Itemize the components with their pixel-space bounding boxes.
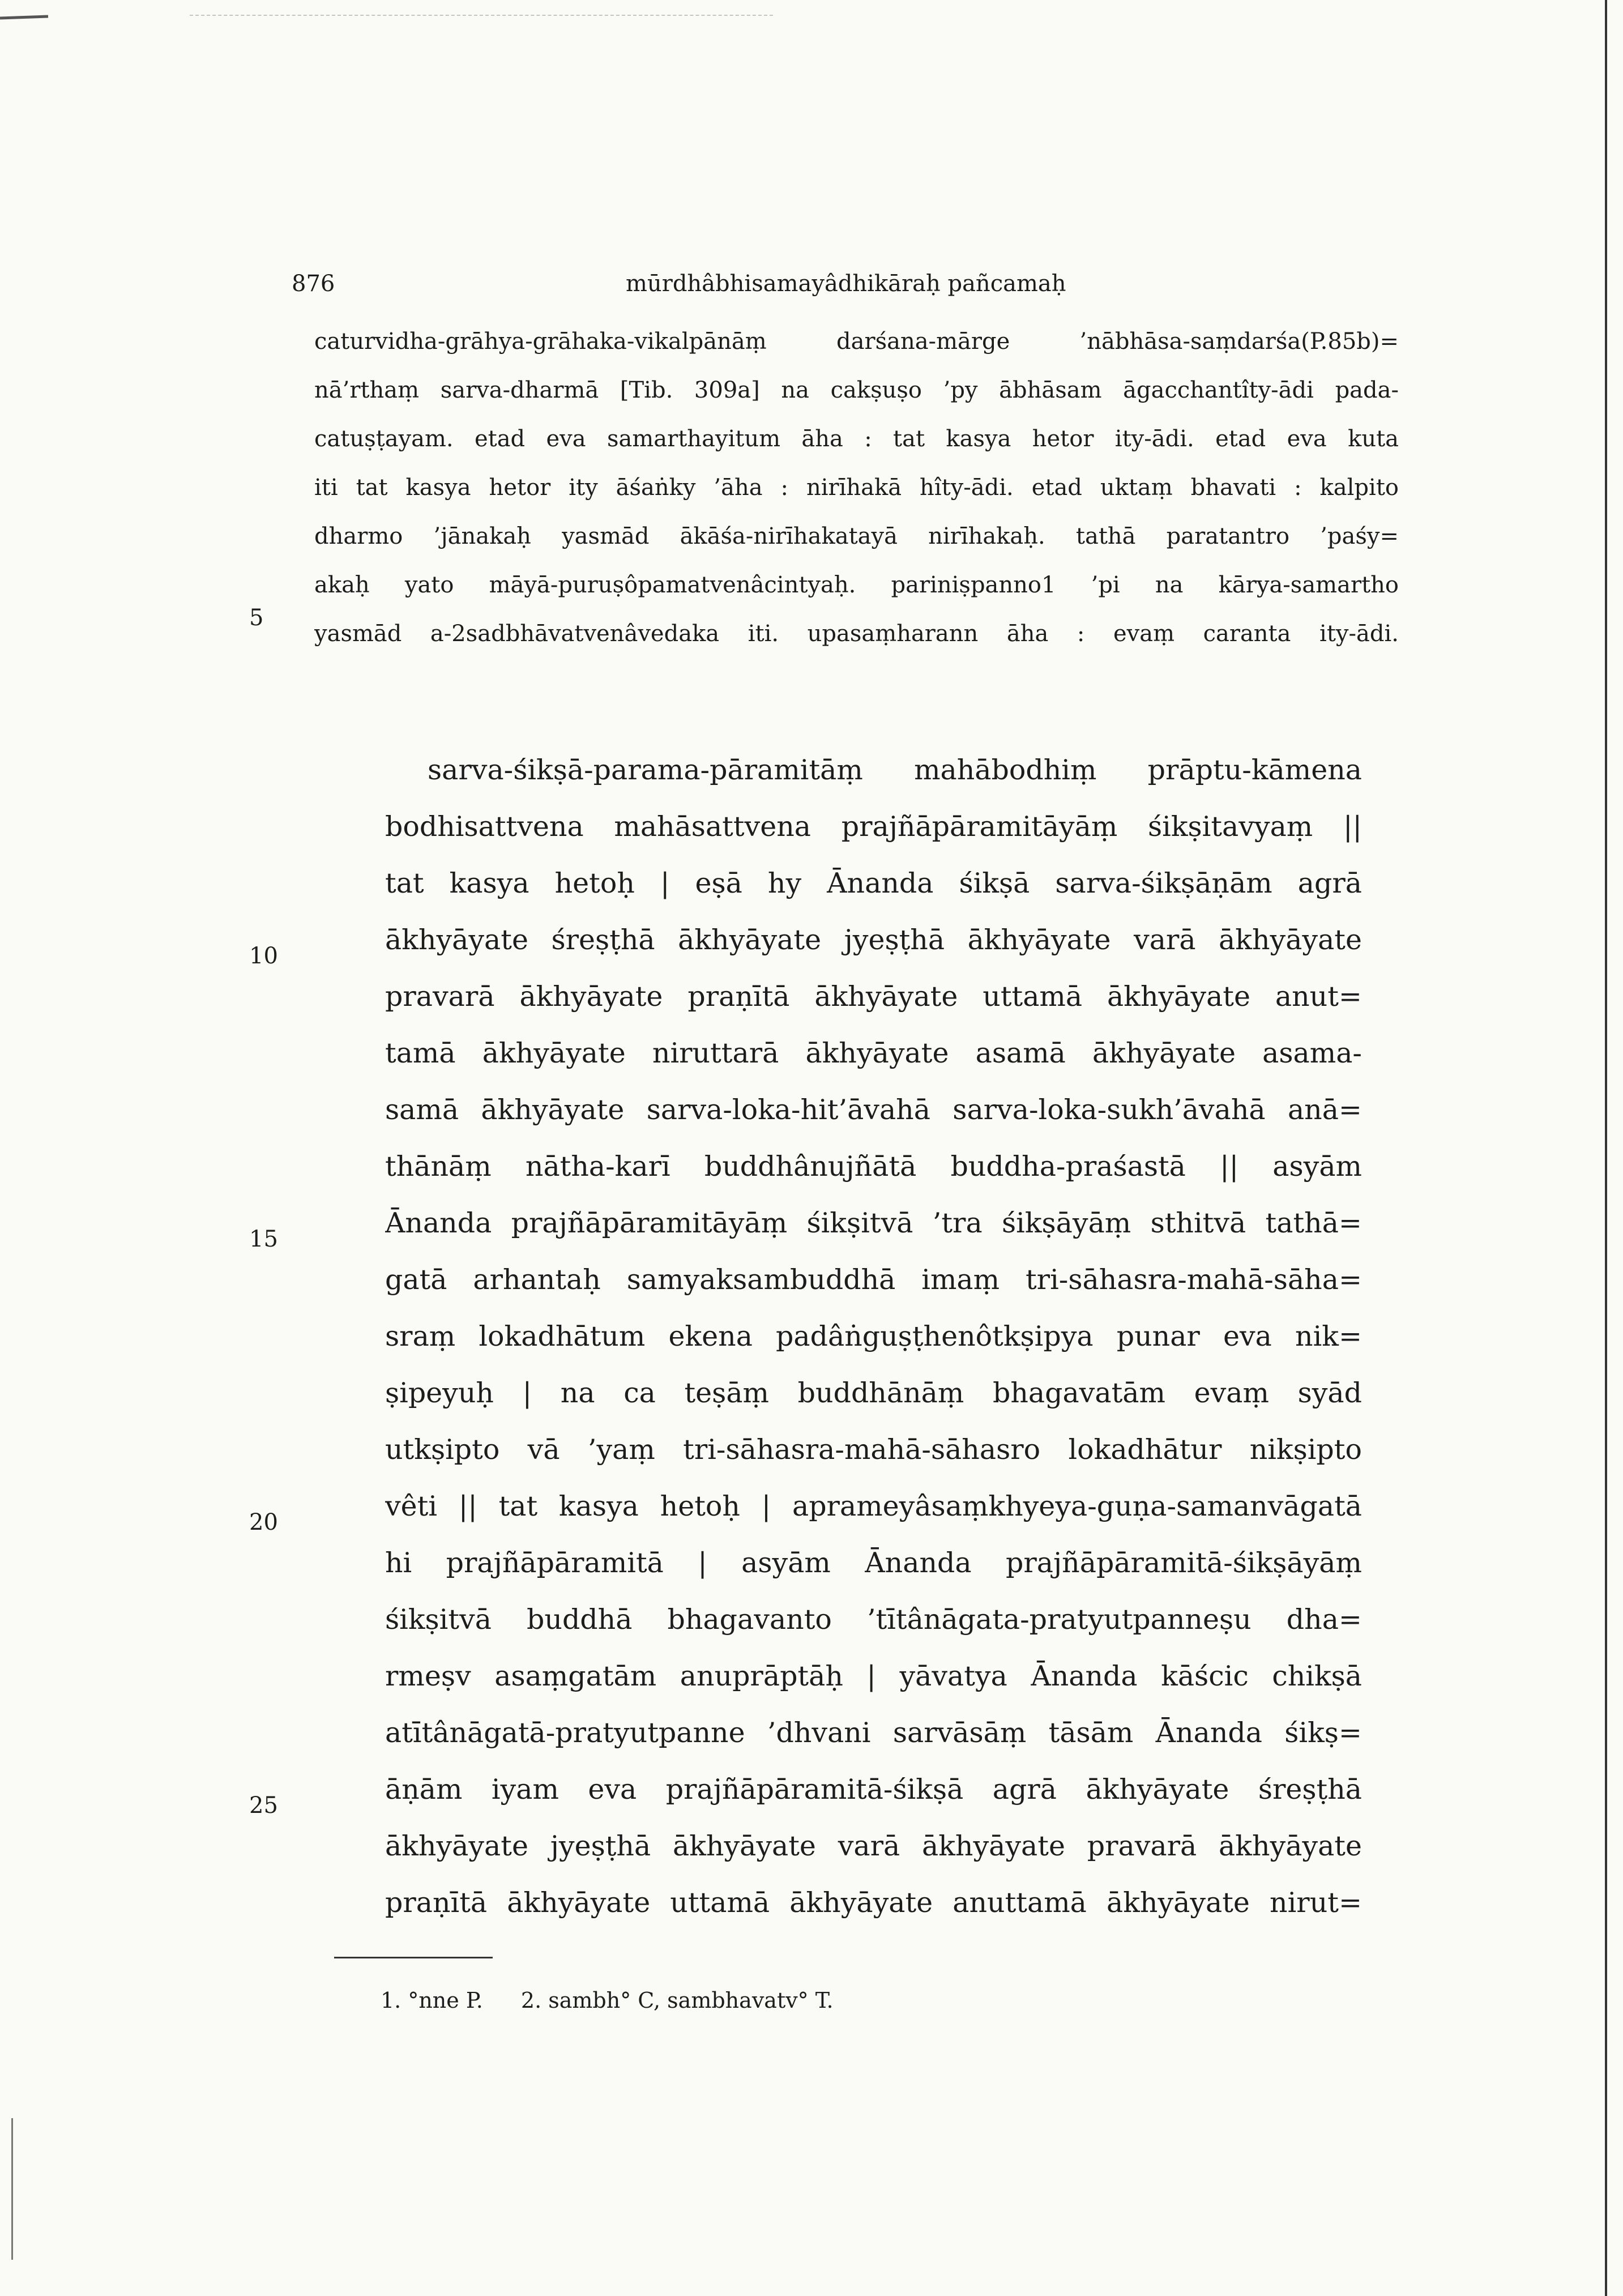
page-number: 876 bbox=[292, 271, 335, 297]
root-text-line: ṣipeyuḥ | na ca teṣāṃ buddhānāṃ bhagavatām evaṃ syād bbox=[385, 1377, 1362, 1409]
line-number: 10 bbox=[249, 943, 278, 969]
root-text-line: gatā arhantaḥ samyaksambuddhā imaṃ tri-sāhasra-mahā-sāha= bbox=[385, 1264, 1362, 1296]
scan-edge-right bbox=[1605, 0, 1607, 2296]
commentary-line: iti tat kasya hetor ity āśaṅky ’āha : nirīhakā hîty-ādi. etad uktaṃ bhavati : kalpito bbox=[314, 475, 1399, 501]
footnote: 2. sambh° C, sambhavatv° T. bbox=[520, 1988, 834, 2013]
scan-edge-left bbox=[11, 2118, 13, 2260]
scan-mark bbox=[0, 15, 48, 20]
root-text-line: hi prajñāpāramitā | asyām Ānanda prajñāpāramitā-śikṣāyāṃ bbox=[385, 1547, 1362, 1579]
root-text-line: utkṣipto vā ’yaṃ tri-sāhasra-mahā-sāhasro lokadhātur nikṣipto bbox=[385, 1433, 1362, 1466]
root-text-line: sraṃ lokadhātum ekena padâṅguṣṭhenôtkṣipya punar eva nik= bbox=[385, 1320, 1362, 1352]
root-text-line: ākhyāyate jyeṣṭhā ākhyāyate varā ākhyāyate pravarā ākhyāyate bbox=[385, 1830, 1362, 1862]
root-text-line: bodhisattvena mahāsattvena prajñāpāramitāyāṃ śikṣitavyaṃ || bbox=[385, 810, 1362, 843]
root-text-line: pravarā ākhyāyate praṇītā ākhyāyate uttamā ākhyāyate anut= bbox=[385, 980, 1362, 1013]
line-number: 5 bbox=[249, 605, 264, 631]
page-header bbox=[0, 271, 1623, 310]
commentary-line: catuṣṭayam. etad eva samarthayitum āha : tat kasya hetor ity-ādi. etad eva kuta bbox=[314, 426, 1399, 452]
root-text-block bbox=[385, 742, 1362, 1931]
root-text-line: tat kasya hetoḥ | eṣā hy Ānanda śikṣā sarva-śikṣāṇām agrā bbox=[385, 867, 1362, 899]
line-number: 20 bbox=[249, 1509, 278, 1535]
root-text-line: sarva-śikṣā-parama-pāramitāṃ mahābodhiṃ prāptu-kāmena bbox=[428, 754, 1362, 786]
commentary-line: akaḥ yato māyā-puruṣôpamatvenâcintyaḥ. pariniṣpanno1 ’pi na kārya-samartho bbox=[314, 572, 1399, 598]
root-text-line: samā ākhyāyate sarva-loka-hit’āvahā sarva-loka-sukh’āvahā anā= bbox=[385, 1094, 1362, 1126]
root-text-line: praṇītā ākhyāyate uttamā ākhyāyate anuttamā ākhyāyate nirut= bbox=[385, 1887, 1362, 1919]
footnotes bbox=[381, 1988, 865, 2013]
commentary-block bbox=[314, 317, 1399, 658]
commentary-line: yasmād a-2sadbhāvatvenâvedaka iti. upasaṃharann āha : evaṃ caranta ity-ādi. bbox=[314, 621, 1399, 647]
root-text-line: ākhyāyate śreṣṭhā ākhyāyate jyeṣṭhā ākhyāyate varā ākhyāyate bbox=[385, 924, 1362, 956]
footnote: 1. °nne P. bbox=[381, 1988, 483, 2013]
root-text-line: rmeṣv asaṃgatām anuprāptāḥ | yāvatya Ānanda kāścic chikṣā bbox=[385, 1660, 1362, 1692]
root-text-line: śikṣitvā buddhā bhagavanto ’tītânāgata-pratyutpanneṣu dha= bbox=[385, 1603, 1362, 1636]
scan-edge-top bbox=[190, 15, 773, 16]
commentary-line: nā’rthaṃ sarva-dharmā [Tib. 309a] na cakṣuṣo ’py ābhāsam āgacchantîty-ādi pada- bbox=[314, 377, 1399, 403]
root-text-line: thānāṃ nātha-karī buddhânujñātā buddha-praśastā || asyām bbox=[385, 1150, 1362, 1183]
root-text-line: atītânāgatā-pratyutpanne ’dhvani sarvāsāṃ tāsām Ānanda śikṣ= bbox=[385, 1717, 1362, 1749]
footnote-rule bbox=[334, 1957, 493, 1958]
line-number: 15 bbox=[249, 1226, 278, 1252]
commentary-line: dharmo ’jānakaḥ yasmād ākāśa-nirīhakatayā nirīhakaḥ. tathā paratantro ’paśy= bbox=[314, 523, 1399, 549]
root-text-line: tamā ākhyāyate niruttarā ākhyāyate asamā ākhyāyate asama- bbox=[385, 1037, 1362, 1069]
root-text-line: āṇām iyam eva prajñāpāramitā-śikṣā agrā ākhyāyate śreṣṭhā bbox=[385, 1773, 1362, 1806]
line-number: 25 bbox=[249, 1793, 278, 1819]
root-text-line: Ānanda prajñāpāramitāyāṃ śikṣitvā ’tra śikṣāyāṃ sthitvā tathā= bbox=[385, 1207, 1362, 1239]
commentary-line: caturvidha-grāhya-grāhaka-vikalpānāṃ darśana-mārge ’nābhāsa-saṃdarśa(P.85b)= bbox=[314, 328, 1399, 355]
root-text-line: vêti || tat kasya hetoḥ | aprameyâsaṃkhyeya-guṇa-samanvāgatā bbox=[385, 1490, 1362, 1522]
running-head: mūrdhâbhisamayâdhikāraḥ pañcamaḥ bbox=[626, 271, 1066, 297]
